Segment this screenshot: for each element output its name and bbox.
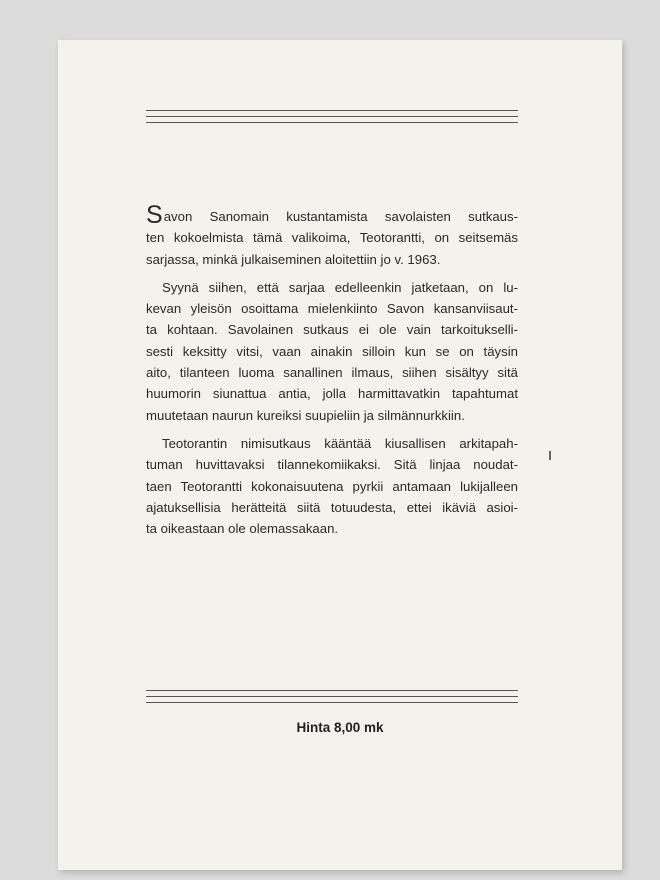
- book-back-cover: [58, 40, 622, 870]
- text-line: Syynä siihen, että sarjaa edelleenkin jatketaan, on lu-: [162, 279, 518, 295]
- price-label: Hinta 8,00 mk: [296, 720, 384, 735]
- paragraph-1: [146, 201, 518, 270]
- text-line: aito, tilanteen luoma sanallinen ilmaus, siihen sisältyy sitä: [146, 365, 518, 381]
- text-line: huumorin siunattua antia, jolla harmittavatkin tapahtumat: [146, 386, 518, 402]
- cover-text: [146, 201, 518, 539]
- text-line: muutetaan naurun kureiksi suupieliin ja silmännurkkiin.: [146, 407, 465, 423]
- text-line: kevan yleisön osoittama mielenkiinto Savon kansanviisaut-: [146, 301, 518, 317]
- drop-cap: S: [146, 201, 163, 229]
- paragraph-2: [146, 277, 518, 426]
- text-line: Teotorantin nimisutkaus kääntää kiusallisen arkitapah-: [162, 435, 518, 451]
- text-line: ajatuksellisia herätteitä siitä totuudesta, ettei ikäviä asioi-: [146, 499, 518, 515]
- text-line: avon Sanomain kustantamista savolaisten sutkaus-: [163, 209, 518, 224]
- text-line: ta oikeastaan ole olemassakaan.: [146, 521, 339, 537]
- top-rule-lines: [146, 110, 518, 128]
- text-line: ta kohtaan. Savolainen sutkaus ei ole vain tarkoitukselli-: [146, 322, 518, 338]
- text-line: ten kokoelmista tämä valikoima, Teotorantti, on seitsemäs: [146, 230, 518, 246]
- bottom-rule-lines: [146, 690, 518, 708]
- text-line: tuman huvittavaksi tilannekomiikaksi. Sitä linjaa noudat-: [146, 457, 518, 473]
- paragraph-3: [146, 433, 518, 539]
- text-line: sesti keksitty vitsi, vaan ainakin silloin kun se on täysin: [146, 343, 518, 359]
- margin-mark: [549, 451, 551, 460]
- text-line: sarjassa, minkä julkaiseminen aloitettiin jo v. 1963.: [146, 251, 441, 267]
- text-line: taen Teotorantti kokonaisuutena pyrkii antamaan lukijalleen: [146, 478, 518, 494]
